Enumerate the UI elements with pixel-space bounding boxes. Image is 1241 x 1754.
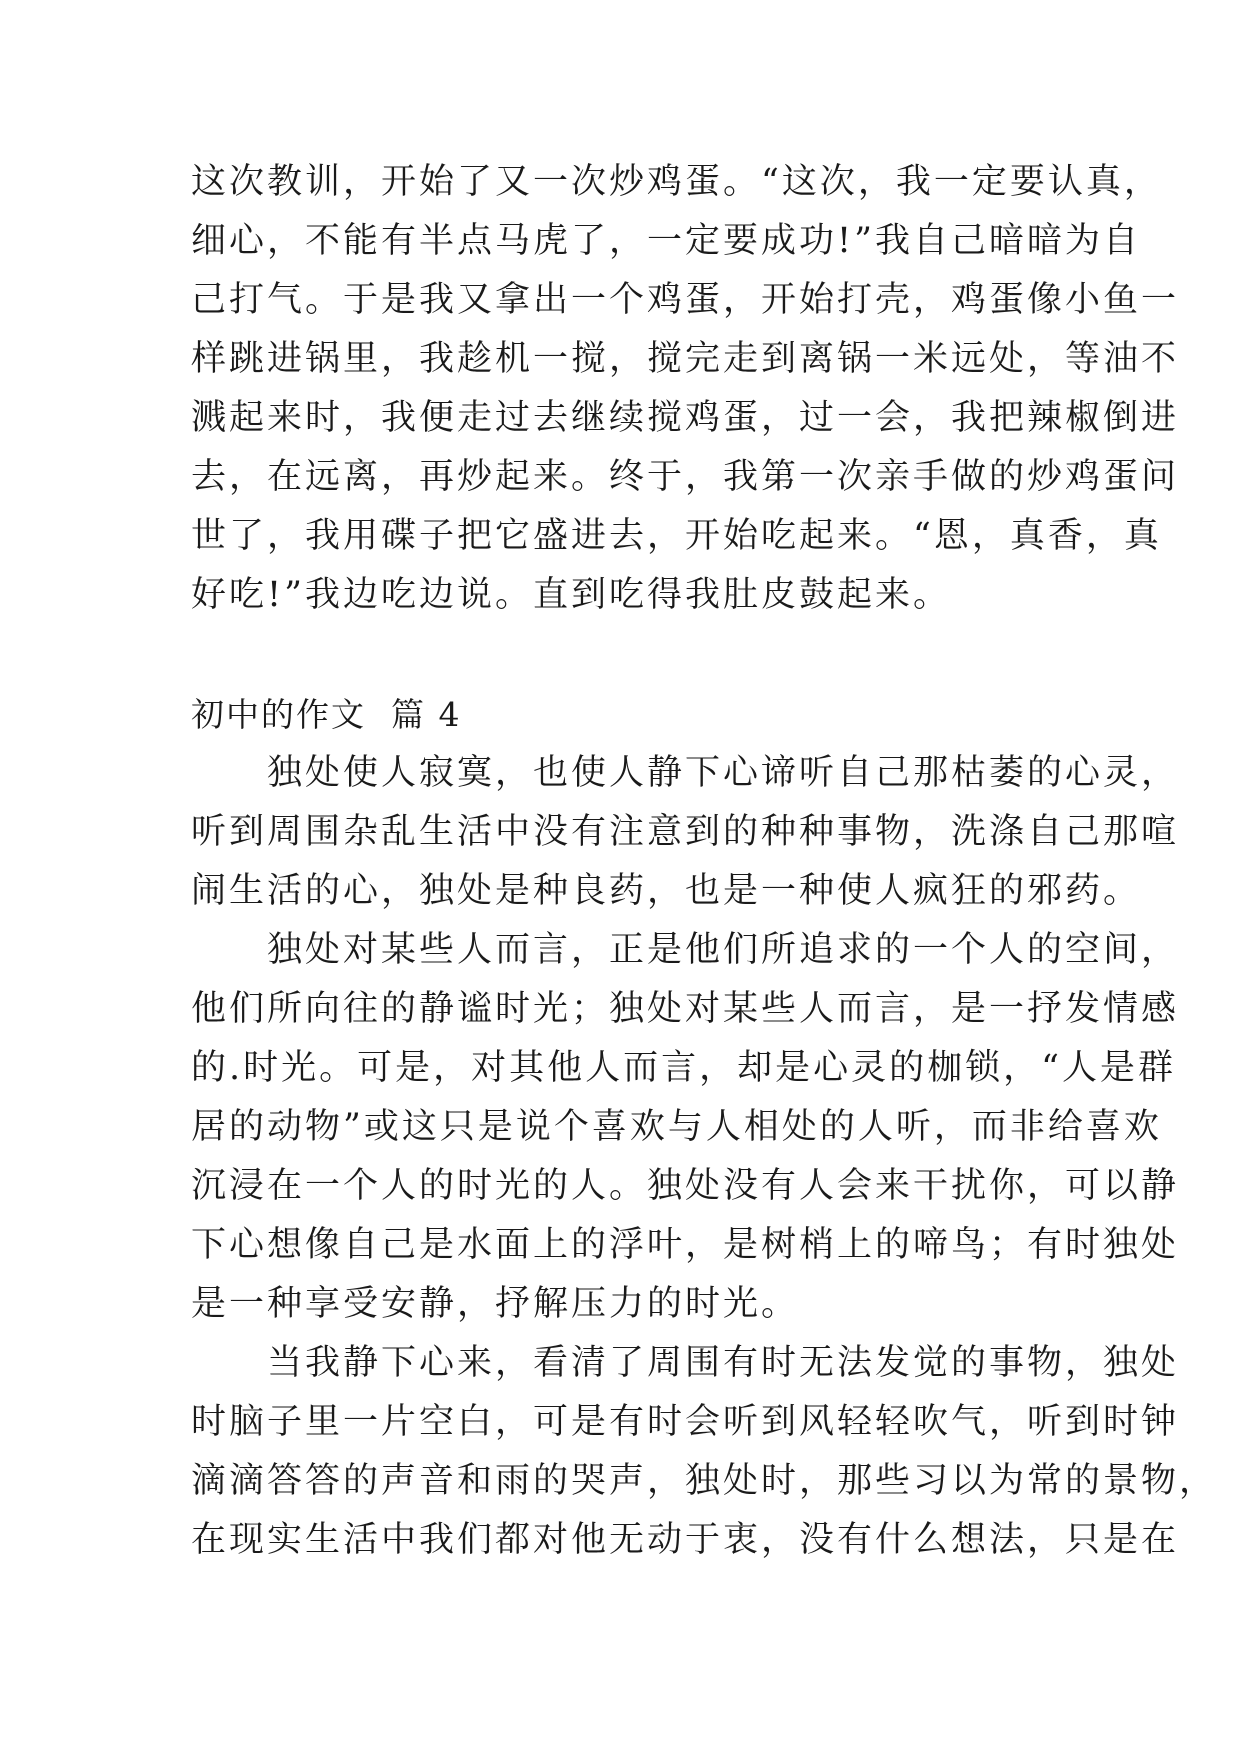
- text-line: 样跳进锅里，我趁机一搅，搅完走到离锅一米远处，等油不: [191, 339, 1180, 379]
- text-line: 当我静下心来，看清了周围有时无法发觉的事物，独处: [267, 1343, 1180, 1383]
- text-line: 闹生活的心，独处是种良药，也是一种使人疯狂的邪药。: [191, 871, 1142, 911]
- text-line: 时脑子里一片空白，可是有时会听到风轻轻吹气，听到时钟: [191, 1402, 1180, 1442]
- text-line: 世了，我用碟子把它盛进去，开始吃起来。“恩，真香，真: [191, 516, 1162, 556]
- text-line: 居的动物”或这只是说个喜欢与人相处的人听，而非给喜欢: [191, 1107, 1162, 1147]
- text-line: 是一种享受安静，抒解压力的时光。: [191, 1284, 800, 1324]
- text-line: 去，在远离，再炒起来。终于，我第一次亲手做的炒鸡蛋问: [191, 457, 1180, 497]
- section-heading: 初中的作文 篇 4: [191, 695, 462, 734]
- text-line: 独处使人寂寞，也使人静下心谛听自己那枯萎的心灵，: [267, 753, 1180, 793]
- paragraph: [191, 921, 1180, 1334]
- text-line: 他们所向往的静谧时光；独处对某些人而言，是一抒发情感: [191, 989, 1180, 1029]
- text-line: 好吃!”我边吃边说。直到吃得我肚皮鼓起来。: [191, 575, 951, 615]
- text-line: 沉浸在一个人的时光的人。独处没有人会来干扰你，可以静: [191, 1166, 1180, 1206]
- paragraph-continued: [191, 153, 1180, 625]
- text-line: 这次教训，开始了又一次炒鸡蛋。“这次，我一定要认真，: [191, 162, 1162, 202]
- text-line: 溅起来时，我便走过去继续搅鸡蛋，过一会，我把辣椒倒进: [191, 398, 1180, 438]
- text-line: 在现实生活中我们都对他无动于衷，没有什么想法，只是在: [191, 1520, 1180, 1560]
- text-line: 细心，不能有半点马虎了，一定要成功!”我自己暗暗为自: [191, 221, 1141, 261]
- paragraph: [191, 1334, 1218, 1570]
- text-line: 听到周围杂乱生活中没有注意到的种种事物，洗涤自己那喧: [191, 812, 1180, 852]
- essay-body: [191, 744, 1218, 1570]
- text-line: 的.时光。可是，对其他人而言，却是心灵的枷锁，“人是群: [191, 1048, 1177, 1088]
- text-line: 己打气。于是我又拿出一个鸡蛋，开始打壳，鸡蛋像小鱼一: [191, 280, 1180, 320]
- text-line: 下心想像自己是水面上的浮叶，是树梢上的啼鸟；有时独处: [191, 1225, 1180, 1265]
- text-line: 独处对某些人而言，正是他们所追求的一个人的空间，: [267, 930, 1180, 970]
- paragraph: [191, 744, 1180, 921]
- text-line: 滴滴答答的声音和雨的哭声，独处时，那些习以为常的景物，: [191, 1461, 1218, 1501]
